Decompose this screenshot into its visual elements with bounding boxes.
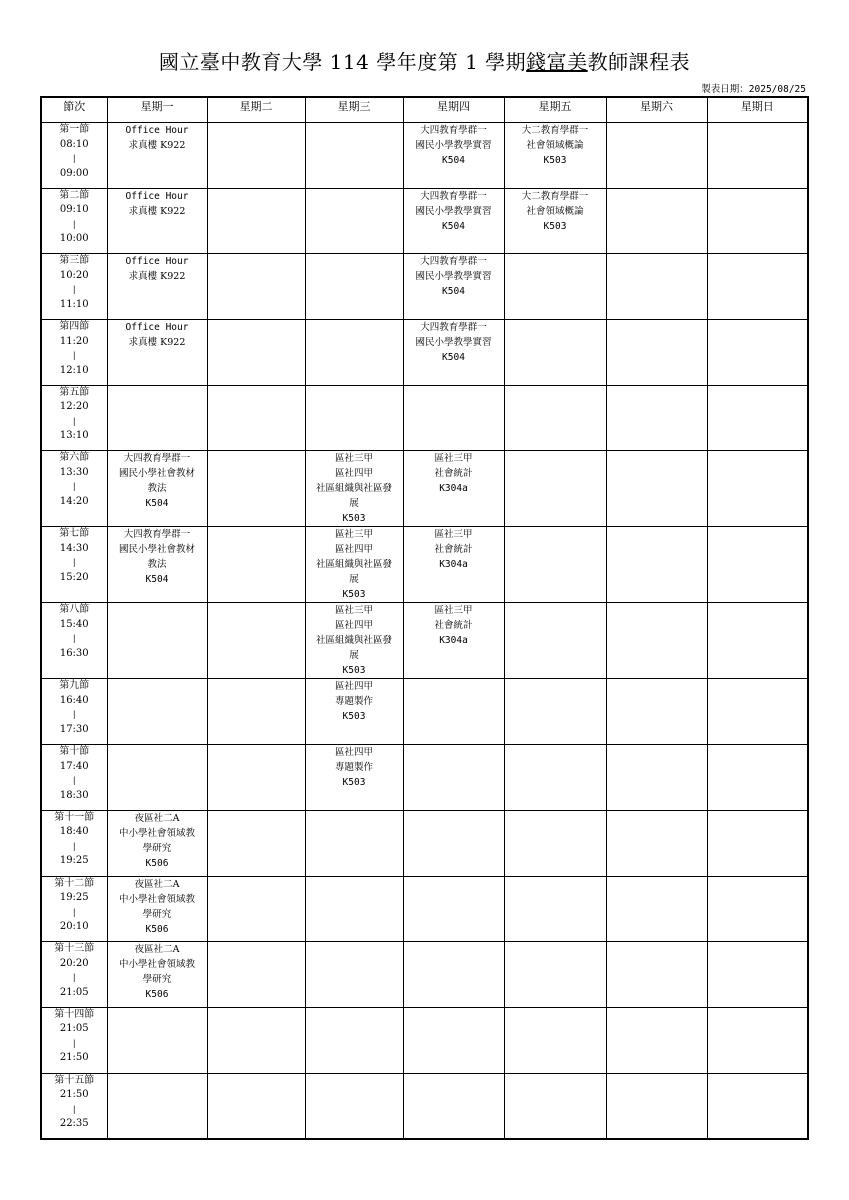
empty-cell [107, 1007, 207, 1073]
header-row [41, 97, 808, 123]
period-separator: | [72, 154, 76, 163]
schedule-row [41, 876, 808, 942]
course-cell [107, 123, 207, 189]
empty-cell [707, 320, 808, 386]
empty-cell [504, 603, 606, 679]
period-start: 13:30 [59, 466, 89, 478]
period-cell [41, 1007, 107, 1073]
period-end: 20:10 [59, 921, 89, 932]
course-line: 夜區社二A [134, 812, 180, 824]
course-line: 社區組織與社區發 [315, 635, 392, 647]
empty-cell [504, 254, 606, 320]
course-cell [107, 527, 207, 603]
period-cell [41, 123, 107, 189]
course-line: 區社四甲 [334, 544, 373, 556]
header-day-1: 星期一 [107, 97, 207, 123]
period-cell [41, 603, 107, 679]
period-end: 16:30 [59, 647, 89, 659]
period-name: 第六節 [59, 452, 90, 464]
period-start: 15:40 [59, 618, 89, 630]
period-separator: | [72, 776, 76, 786]
course-cell [403, 188, 504, 254]
empty-cell [305, 385, 403, 451]
period-name: 第二節 [59, 189, 90, 201]
course-line: K503 [543, 155, 567, 166]
period-name: 第十二節 [54, 877, 95, 889]
period-separator: | [72, 907, 76, 917]
empty-cell [504, 320, 606, 386]
course-line: 社區組織與社區發 [315, 483, 392, 495]
period-start: 18:40 [59, 826, 89, 838]
course-line: 區社三甲 [334, 605, 373, 617]
header-day-6: 星期六 [606, 97, 707, 123]
period-end: 22:35 [59, 1118, 89, 1130]
empty-cell [207, 123, 305, 189]
empty-cell [207, 942, 305, 1008]
course-line: 區社四甲 [334, 681, 373, 693]
period-start: 20:20 [59, 957, 89, 969]
course-line: K503 [342, 711, 366, 723]
empty-cell [403, 745, 504, 811]
period-separator: | [72, 973, 76, 983]
empty-cell [707, 451, 808, 527]
period-separator: | [72, 1038, 76, 1048]
course-cell [305, 451, 403, 527]
period-start: 09:10 [59, 204, 89, 216]
empty-cell [305, 1007, 403, 1073]
period-name: 第四節 [59, 321, 90, 333]
course-line: 社會領域概論 [526, 140, 584, 151]
period-name: 第三節 [59, 255, 90, 267]
course-line: 大四教育學群一 [420, 322, 487, 334]
period-name: 第十四節 [54, 1008, 95, 1020]
empty-cell [606, 876, 707, 942]
course-line: K503 [342, 665, 366, 677]
period-end: 18:30 [59, 789, 89, 801]
course-line: 學研究 [142, 842, 172, 854]
course-cell [403, 451, 504, 527]
course-line: 區社四甲 [334, 747, 373, 759]
schedule-row [41, 123, 808, 189]
course-line: 大二教育學群一 [521, 190, 589, 202]
period-start: 16:40 [59, 694, 89, 706]
period-separator: | [72, 482, 76, 492]
course-line: 展 [349, 650, 359, 662]
period-separator: | [72, 351, 76, 361]
empty-cell [207, 810, 305, 876]
title-suffix: 教師課程表 [587, 50, 691, 74]
empty-cell [403, 942, 504, 1008]
schedule-table [40, 96, 809, 1140]
course-line: 求真樓 K922 [128, 140, 186, 151]
course-cell [403, 603, 504, 679]
course-line: 國民小學社會教材 [118, 544, 195, 556]
period-end: 12:10 [59, 364, 89, 376]
empty-cell [403, 876, 504, 942]
period-separator: | [72, 1104, 76, 1114]
empty-cell [107, 745, 207, 811]
period-separator: | [72, 558, 76, 568]
period-cell [41, 1073, 107, 1139]
period-end: 21:50 [59, 1052, 89, 1064]
period-name: 第一節 [59, 124, 90, 135]
period-start: 21:50 [59, 1089, 89, 1101]
schedule-row [41, 385, 808, 451]
empty-cell [606, 603, 707, 679]
course-line: 大四教育學群一 [420, 125, 487, 136]
period-name: 第十一節 [54, 811, 95, 823]
course-cell [107, 451, 207, 527]
empty-cell [107, 1073, 207, 1139]
course-cell [107, 876, 207, 942]
course-line: K304a [439, 483, 468, 495]
course-line: Office Hour [125, 190, 189, 202]
empty-cell [707, 745, 808, 811]
empty-cell [504, 942, 606, 1008]
course-cell [504, 123, 606, 189]
empty-cell [207, 188, 305, 254]
course-line: 求真樓 K922 [128, 271, 186, 283]
course-line: 大四教育學群一 [123, 529, 191, 541]
title-main: 國立臺中教育大學 114 學年度第 1 學期 [158, 50, 527, 74]
empty-cell [606, 527, 707, 603]
course-cell [305, 745, 403, 811]
course-line: 國民小學教學實習 [415, 337, 492, 349]
course-line: K304a [439, 635, 468, 647]
course-line: 社會統計 [434, 544, 473, 556]
empty-cell [207, 603, 305, 679]
empty-cell [707, 603, 808, 679]
course-line: K504 [145, 574, 169, 586]
empty-cell [606, 810, 707, 876]
print-date: 製表日期：2025/08/25 [701, 84, 806, 95]
period-separator: | [72, 416, 76, 426]
empty-cell [504, 527, 606, 603]
empty-cell [207, 1073, 305, 1139]
header-period: 節次 [41, 97, 107, 123]
empty-cell [707, 188, 808, 254]
empty-cell [207, 385, 305, 451]
period-end: 13:10 [59, 430, 89, 442]
course-cell [305, 527, 403, 603]
period-cell [41, 679, 107, 745]
header-day-7: 星期日 [707, 97, 808, 123]
period-name: 第五節 [59, 386, 90, 398]
course-line: K504 [442, 352, 465, 364]
period-end: 17:30 [59, 723, 89, 735]
course-line: 夜區社二A [134, 944, 180, 956]
empty-cell [606, 254, 707, 320]
period-cell [41, 810, 107, 876]
schedule-body [41, 123, 808, 1140]
empty-cell [606, 123, 707, 189]
period-cell [41, 876, 107, 942]
period-separator: | [72, 841, 76, 851]
period-cell [41, 942, 107, 1008]
course-cell [403, 320, 504, 386]
empty-cell [707, 385, 808, 451]
empty-cell [207, 679, 305, 745]
period-separator: | [72, 219, 76, 229]
period-end: 15:20 [59, 571, 89, 583]
empty-cell [403, 1007, 504, 1073]
period-name: 第十節 [59, 746, 90, 758]
empty-cell [403, 1073, 504, 1139]
course-line: 區社三甲 [334, 529, 373, 541]
course-line: K504 [442, 155, 465, 166]
empty-cell [107, 385, 207, 451]
course-cell [107, 320, 207, 386]
empty-cell [707, 1007, 808, 1073]
empty-cell [504, 1007, 606, 1073]
empty-cell [707, 1073, 808, 1139]
schedule-row [41, 810, 808, 876]
period-name: 第七節 [59, 528, 90, 540]
empty-cell [707, 810, 808, 876]
schedule-row [41, 603, 808, 679]
empty-cell [207, 527, 305, 603]
course-line: 中小學社會領域教 [118, 893, 195, 905]
period-end: 09:00 [59, 167, 89, 179]
course-line: 教法 [147, 559, 167, 571]
course-line: 區社四甲 [334, 468, 373, 480]
course-line: K503 [342, 513, 366, 525]
schedule-row [41, 1007, 808, 1073]
empty-cell [707, 123, 808, 189]
period-start: 11:20 [59, 335, 89, 347]
course-line: 教法 [147, 483, 167, 495]
empty-cell [207, 451, 305, 527]
page-title [0, 46, 849, 75]
empty-cell [107, 603, 207, 679]
period-cell [41, 527, 107, 603]
schedule-row [41, 745, 808, 811]
course-line: 大四教育學群一 [420, 190, 487, 202]
empty-cell [707, 876, 808, 942]
course-line: K503 [342, 589, 366, 601]
course-line: 區社三甲 [434, 453, 473, 465]
period-name: 第十五節 [54, 1074, 95, 1086]
empty-cell [504, 745, 606, 811]
period-end: 21:05 [59, 986, 89, 998]
empty-cell [207, 745, 305, 811]
empty-cell [504, 876, 606, 942]
period-end: 11:10 [59, 298, 89, 310]
course-line: 求真樓 K922 [128, 205, 186, 217]
course-line: 社會領域概論 [526, 205, 584, 217]
empty-cell [606, 745, 707, 811]
course-cell [305, 679, 403, 745]
course-line: 專題製作 [334, 696, 373, 708]
period-cell [41, 254, 107, 320]
course-line: 大四教育學群一 [420, 256, 487, 268]
course-line: 區社三甲 [334, 453, 373, 465]
header-day-3: 星期三 [305, 97, 403, 123]
course-line: 國民小學教學實習 [415, 271, 492, 283]
header-day-5: 星期五 [504, 97, 606, 123]
course-line: 夜區社二A [134, 878, 180, 890]
course-line: 社會統計 [434, 620, 473, 632]
course-cell [504, 188, 606, 254]
empty-cell [606, 679, 707, 745]
course-line: K506 [145, 923, 169, 935]
course-line: 社會統計 [434, 468, 473, 480]
period-name: 第十三節 [54, 943, 95, 955]
empty-cell [305, 320, 403, 386]
course-cell [107, 942, 207, 1008]
empty-cell [403, 679, 504, 745]
course-line: 區社四甲 [334, 620, 373, 632]
course-line: Office Hour [125, 256, 189, 268]
empty-cell [305, 876, 403, 942]
empty-cell [504, 385, 606, 451]
period-cell [41, 320, 107, 386]
schedule-row [41, 679, 808, 745]
empty-cell [606, 942, 707, 1008]
period-separator: | [72, 285, 76, 295]
period-separator: | [72, 634, 76, 644]
empty-cell [707, 254, 808, 320]
empty-cell [504, 451, 606, 527]
course-line: 區社三甲 [434, 605, 473, 617]
period-name: 第八節 [59, 604, 90, 616]
course-line: 國民小學教學實習 [415, 205, 492, 217]
period-end: 14:20 [59, 495, 89, 507]
course-line: 大二教育學群一 [521, 125, 589, 136]
course-line: K506 [145, 857, 169, 869]
period-start: 10:20 [59, 269, 89, 281]
period-start: 19:25 [59, 892, 89, 903]
empty-cell [207, 876, 305, 942]
course-line: Office Hour [125, 125, 189, 136]
period-cell [41, 451, 107, 527]
empty-cell [707, 942, 808, 1008]
course-cell [107, 254, 207, 320]
empty-cell [707, 527, 808, 603]
course-line: 展 [349, 498, 359, 510]
course-line: 國民小學社會教材 [118, 468, 195, 480]
header-day-4: 星期四 [403, 97, 504, 123]
schedule-row [41, 451, 808, 527]
empty-cell [207, 254, 305, 320]
empty-cell [305, 123, 403, 189]
course-line: 展 [349, 574, 359, 586]
period-end: 19:25 [59, 855, 89, 867]
empty-cell [606, 1007, 707, 1073]
course-line: K503 [543, 220, 567, 232]
schedule-row [41, 320, 808, 386]
empty-cell [207, 1007, 305, 1073]
course-line: 國民小學教學實習 [415, 140, 492, 151]
course-line: K506 [145, 989, 169, 1001]
empty-cell [504, 679, 606, 745]
course-line: K504 [442, 220, 465, 232]
course-line: K504 [145, 498, 169, 510]
empty-cell [403, 810, 504, 876]
schedule-row [41, 254, 808, 320]
course-line: 求真樓 K922 [128, 337, 186, 349]
empty-cell [606, 385, 707, 451]
empty-cell [305, 254, 403, 320]
course-line: 學研究 [142, 908, 172, 920]
course-line: K504 [442, 286, 465, 298]
empty-cell [606, 1073, 707, 1139]
course-line: 學研究 [142, 974, 172, 986]
course-line: 專題製作 [334, 762, 373, 774]
period-start: 12:20 [59, 401, 89, 413]
schedule-row [41, 188, 808, 254]
empty-cell [305, 942, 403, 1008]
course-line: K304a [439, 559, 468, 571]
period-cell [41, 385, 107, 451]
course-line: 區社三甲 [434, 529, 473, 541]
period-name: 第九節 [59, 680, 90, 692]
course-cell [403, 123, 504, 189]
empty-cell [107, 679, 207, 745]
header-day-2: 星期二 [207, 97, 305, 123]
empty-cell [207, 320, 305, 386]
schedule-row [41, 942, 808, 1008]
period-end: 10:00 [59, 233, 89, 245]
period-start: 08:10 [59, 138, 89, 150]
empty-cell [606, 320, 707, 386]
schedule-row [41, 1073, 808, 1139]
empty-cell [707, 679, 808, 745]
empty-cell [305, 810, 403, 876]
course-cell [305, 603, 403, 679]
course-cell [107, 810, 207, 876]
course-cell [403, 254, 504, 320]
course-cell [403, 527, 504, 603]
course-line: 大四教育學群一 [123, 453, 191, 465]
period-start: 14:30 [59, 542, 89, 554]
schedule-row [41, 527, 808, 603]
course-line: K503 [342, 777, 366, 789]
course-cell [107, 188, 207, 254]
course-line: 社區組織與社區發 [315, 559, 392, 571]
course-line: 中小學社會領域教 [118, 959, 195, 971]
empty-cell [305, 188, 403, 254]
empty-cell [403, 385, 504, 451]
period-separator: | [72, 710, 76, 720]
empty-cell [504, 810, 606, 876]
course-line: 中小學社會領域教 [118, 827, 195, 839]
empty-cell [305, 1073, 403, 1139]
empty-cell [606, 188, 707, 254]
teacher-name: 錢富美 [526, 50, 588, 74]
period-cell [41, 745, 107, 811]
empty-cell [504, 1073, 606, 1139]
period-start: 21:05 [59, 1023, 89, 1035]
period-start: 17:40 [59, 760, 89, 772]
course-line: Office Hour [125, 322, 189, 334]
period-cell [41, 188, 107, 254]
empty-cell [606, 451, 707, 527]
